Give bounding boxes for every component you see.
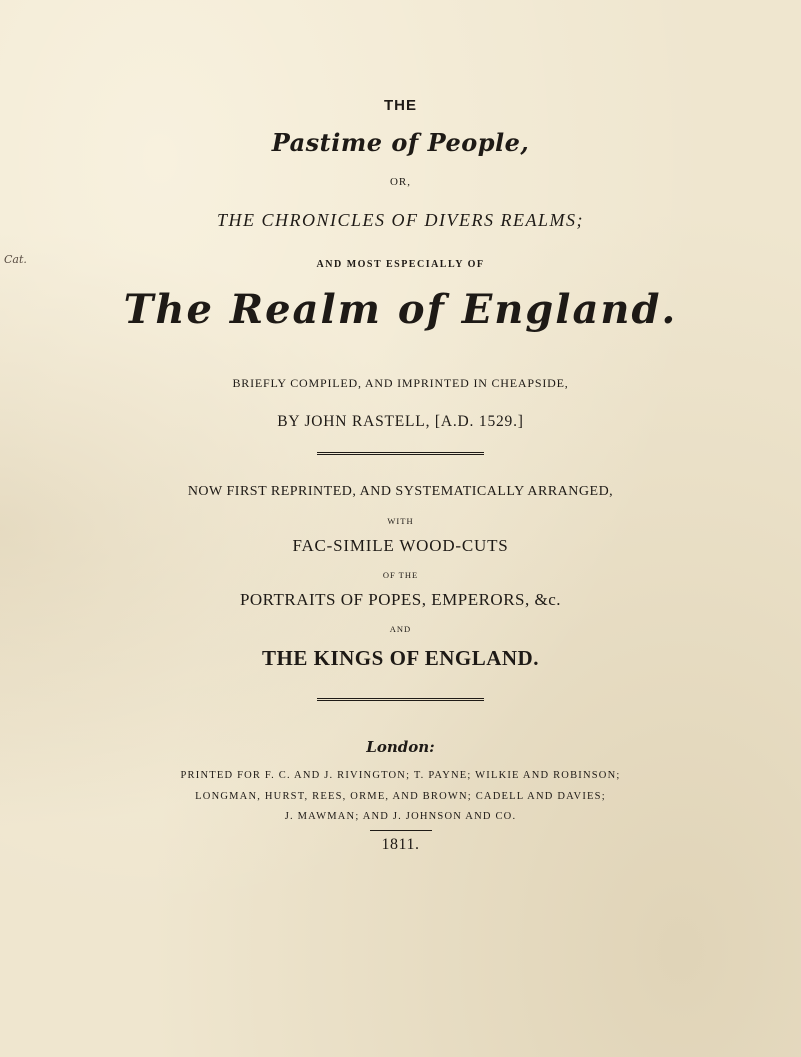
double-rule-divider-lower [317,698,484,701]
title-pastime: Pastime of People, [271,128,530,157]
imprint-line: LONGMAN, HURST, REES, ORME, AND BROWN; CADELL AND DAVIES; [195,791,606,802]
compiled-line: BRIEFLY COMPILED, AND IMPRINTED IN CHEAPSIDE, [232,376,569,390]
and-line: AND [389,624,412,634]
imprint-place: London: [366,738,435,756]
of-the-line: OF THE [382,570,419,580]
year-rule [370,830,432,831]
double-rule-divider [317,452,484,455]
reprinted-line: NOW FIRST REPRINTED, AND SYSTEMATICALLY ARRANGED, [187,484,614,499]
portraits-line: PORTRAITS OF POPES, EMPERORS, &c. [239,590,562,609]
heading-the: THE [384,97,417,114]
facsimile-line: FAC-SIMILE WOOD-CUTS [292,536,509,555]
subtitle-or: OR, [389,176,412,188]
imprint-year: 1811. [381,836,420,853]
imprint-line: PRINTED FOR F. C. AND J. RIVINGTON; T. PAYNE; WILKIE AND ROBINSON; [180,770,621,781]
kings-line: THE KINGS OF ENGLAND. [262,646,539,670]
with-line: WITH [387,516,414,526]
title-realm: The Realm of England. [123,286,678,333]
handwritten-margin-note: Cat. [4,253,27,266]
subtitle-especially: AND MOST ESPECIALLY OF [316,259,485,270]
imprint-line: J. MAWMAN; AND J. JOHNSON AND CO. [284,811,517,822]
subtitle-chronicles: THE CHRONICLES OF DIVERS REALMS; [217,210,584,230]
author-line: BY JOHN RASTELL, [A.D. 1529.] [277,413,524,430]
